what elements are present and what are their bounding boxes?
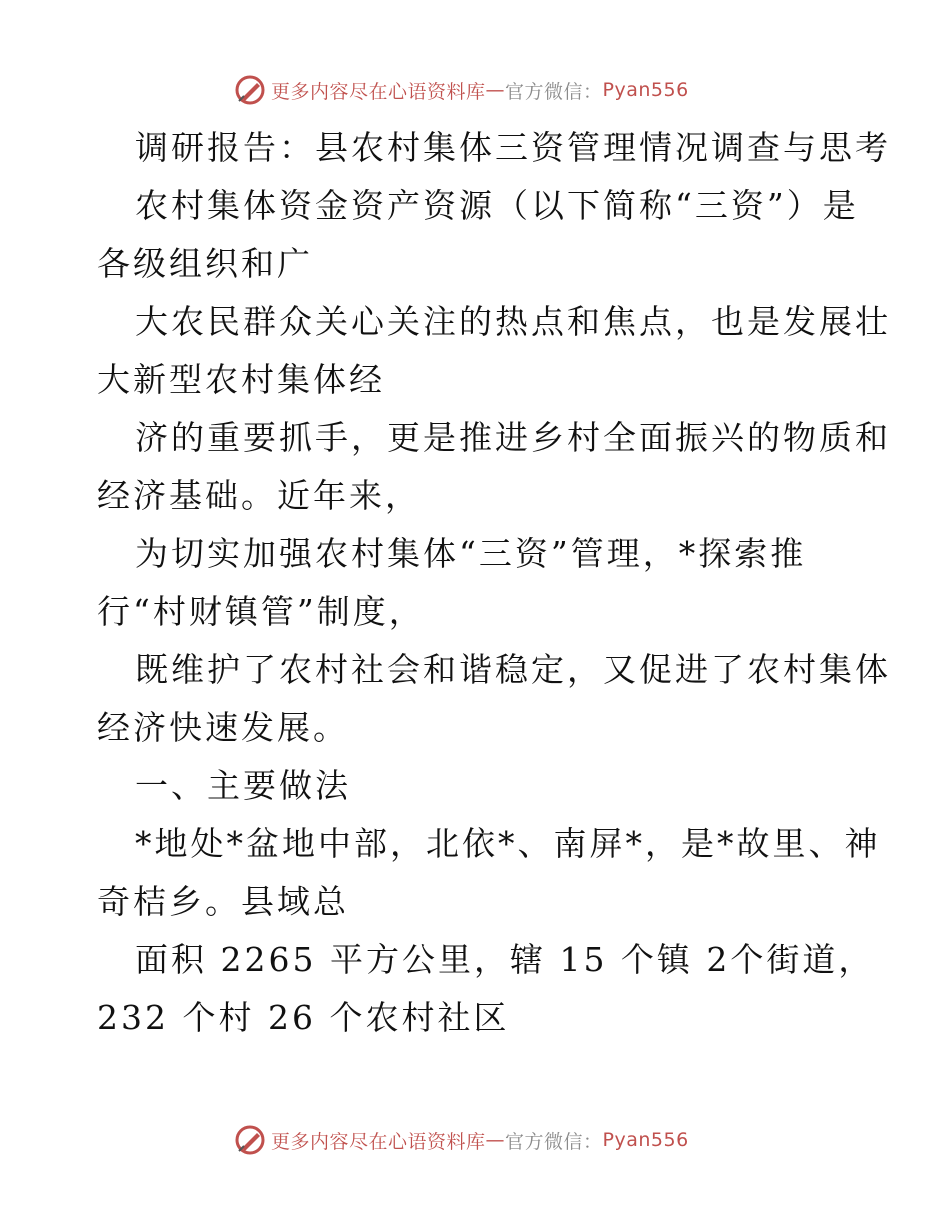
watermark-brand: 更多内容尽在心语资料库 [271, 80, 486, 103]
watermark-wechat-id: Pyan556 [602, 1129, 689, 1151]
paragraph-line: 面积 2265 平方公里，辖 15 个镇 2个街道， [135, 940, 875, 979]
paragraph-line: 为切实加强农村集体“三资”管理，*探索推 [135, 534, 807, 573]
paragraph-line: 大农民群众关心关注的热点和焦点，也是发展壮 [135, 302, 891, 341]
paragraph-line: 大新型农村集体经 [97, 360, 385, 399]
paragraph-line: 经济快速发展。 [97, 708, 349, 747]
header-watermark [233, 72, 689, 108]
feather-pen-logo-icon [233, 73, 267, 107]
watermark-dash: — [485, 1129, 506, 1151]
document-title: 调研报告：县农村集体三资管理情况调查与思考 [135, 128, 891, 167]
paragraph-line: 经济基础。近年来， [97, 476, 421, 515]
paragraph-line: 济的重要抓手，更是推进乡村全面振兴的物质和 [135, 418, 891, 457]
paragraph-line: 奇桔乡。县域总 [97, 882, 349, 921]
paragraph-line: 农村集体资金资产资源（以下简称“三资”）是 [135, 186, 859, 225]
watermark-wechat-label: 官方微信： [505, 1130, 603, 1153]
feather-pen-logo-icon [233, 1123, 267, 1157]
paragraph-line: 行“村财镇管”制度， [97, 592, 425, 631]
paragraph-line: 232 个村 26 个农村社区 [97, 998, 510, 1037]
watermark-wechat-id: Pyan556 [602, 79, 689, 101]
paragraph-line: 各级组织和广 [97, 244, 313, 283]
paragraph-line: *地处*盆地中部，北依*、南屏*，是*故里、神 [135, 824, 881, 863]
watermark-dash: — [485, 79, 506, 101]
footer-watermark [233, 1122, 689, 1158]
watermark-wechat-label: 官方微信： [505, 80, 603, 103]
section-heading: 一、主要做法 [135, 766, 351, 805]
watermark-brand: 更多内容尽在心语资料库 [271, 1130, 486, 1153]
paragraph-line: 既维护了农村社会和谐稳定，又促进了农村集体 [135, 650, 891, 689]
